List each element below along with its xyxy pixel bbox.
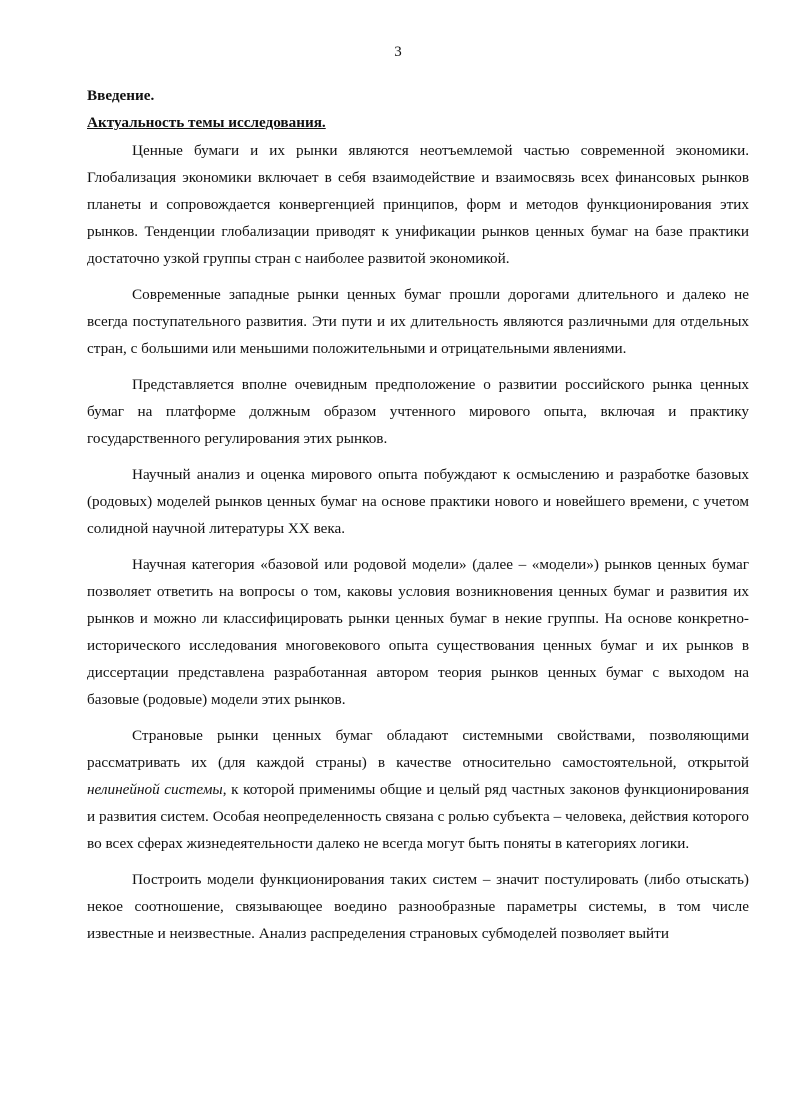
- paragraph-6-emphasis: нелинейной системы: [87, 781, 223, 798]
- paragraph-7: Построить модели функционирования таких систем – значит постулировать (либо отыскать) некое соотношение, связывающее воедино разнообразные параметры системы, в том числе известные и неизвестные. Анализ распределения страновых субмоделей позволяет выйти: [87, 871, 749, 942]
- document-body: [87, 82, 749, 956]
- section-heading-relevance: Актуальность темы исследования.: [87, 114, 326, 131]
- paragraph-3: Представляется вполне очевидным предположение о развитии российского рынка ценных бумаг на платформе должным образом учтенного мирового опыта, включая и практику государственного регулирования этих рынков.: [87, 376, 749, 447]
- section-heading-introduction: Введение.: [87, 87, 155, 104]
- paragraph-4: Научный анализ и оценка мирового опыта побуждают к осмыслению и разработке базовых (родовых) моделей рынков ценных бумаг на основе практики нового и новейшего времени, с учетом солидной научной литературы XX века.: [87, 466, 749, 537]
- page-number: 3: [394, 44, 402, 60]
- paragraph-6-start: Страновые рынки ценных бумаг обладают системными свойствами, позволяющими рассматривать их (для каждой страны) в качестве относительно самостоятельной, открытой: [87, 727, 749, 771]
- paragraph-6: [87, 722, 749, 857]
- paragraph-5: Научная категория «базовой или родовой модели» (далее – «модели») рынков ценных бумаг позволяет ответить на вопросы о том, каковы условия возникновения ценных бумаг и развития их рынков и можно ли классифицировать рынки ценных бумаг в некие группы. На основе конкретно-исторического исследования многовекового опыта существования ценных бумаг и их рынков в диссертации представлена разработанная автором теория рынков ценных бумаг с выходом на базовые (родовые) модели этих рынков.: [87, 556, 749, 708]
- paragraph-1: Ценные бумаги и их рынки являются неотъемлемой частью современной экономики. Глобализация экономики включает в себя взаимодействие и взаимосвязь всех финансовых рынков планеты и сопровождается конвергенцией принципов, форм и методов функционирования этих рынков. Тенденции глобализации приводят к унификации рынков ценных бумаг на базе практики достаточно узкой группы стран с наиболее развитой экономикой.: [87, 142, 749, 267]
- paragraph-2: Современные западные рынки ценных бумаг прошли дорогами длительного и далеко не всегда поступательного развития. Эти пути и их длительность являются различными для отдельных стран, с большими или меньшими положительными и отрицательными явлениями.: [87, 286, 749, 357]
- paragraph-6-end: , к которой применимы общие и целый ряд частных законов функционирования и развития систем. Особая неопределенность связана с ролью субъекта – человека, действия которого во всех сферах жизнедеятельности далеко не всегда могут быть поняты в категориях логики.: [87, 781, 749, 852]
